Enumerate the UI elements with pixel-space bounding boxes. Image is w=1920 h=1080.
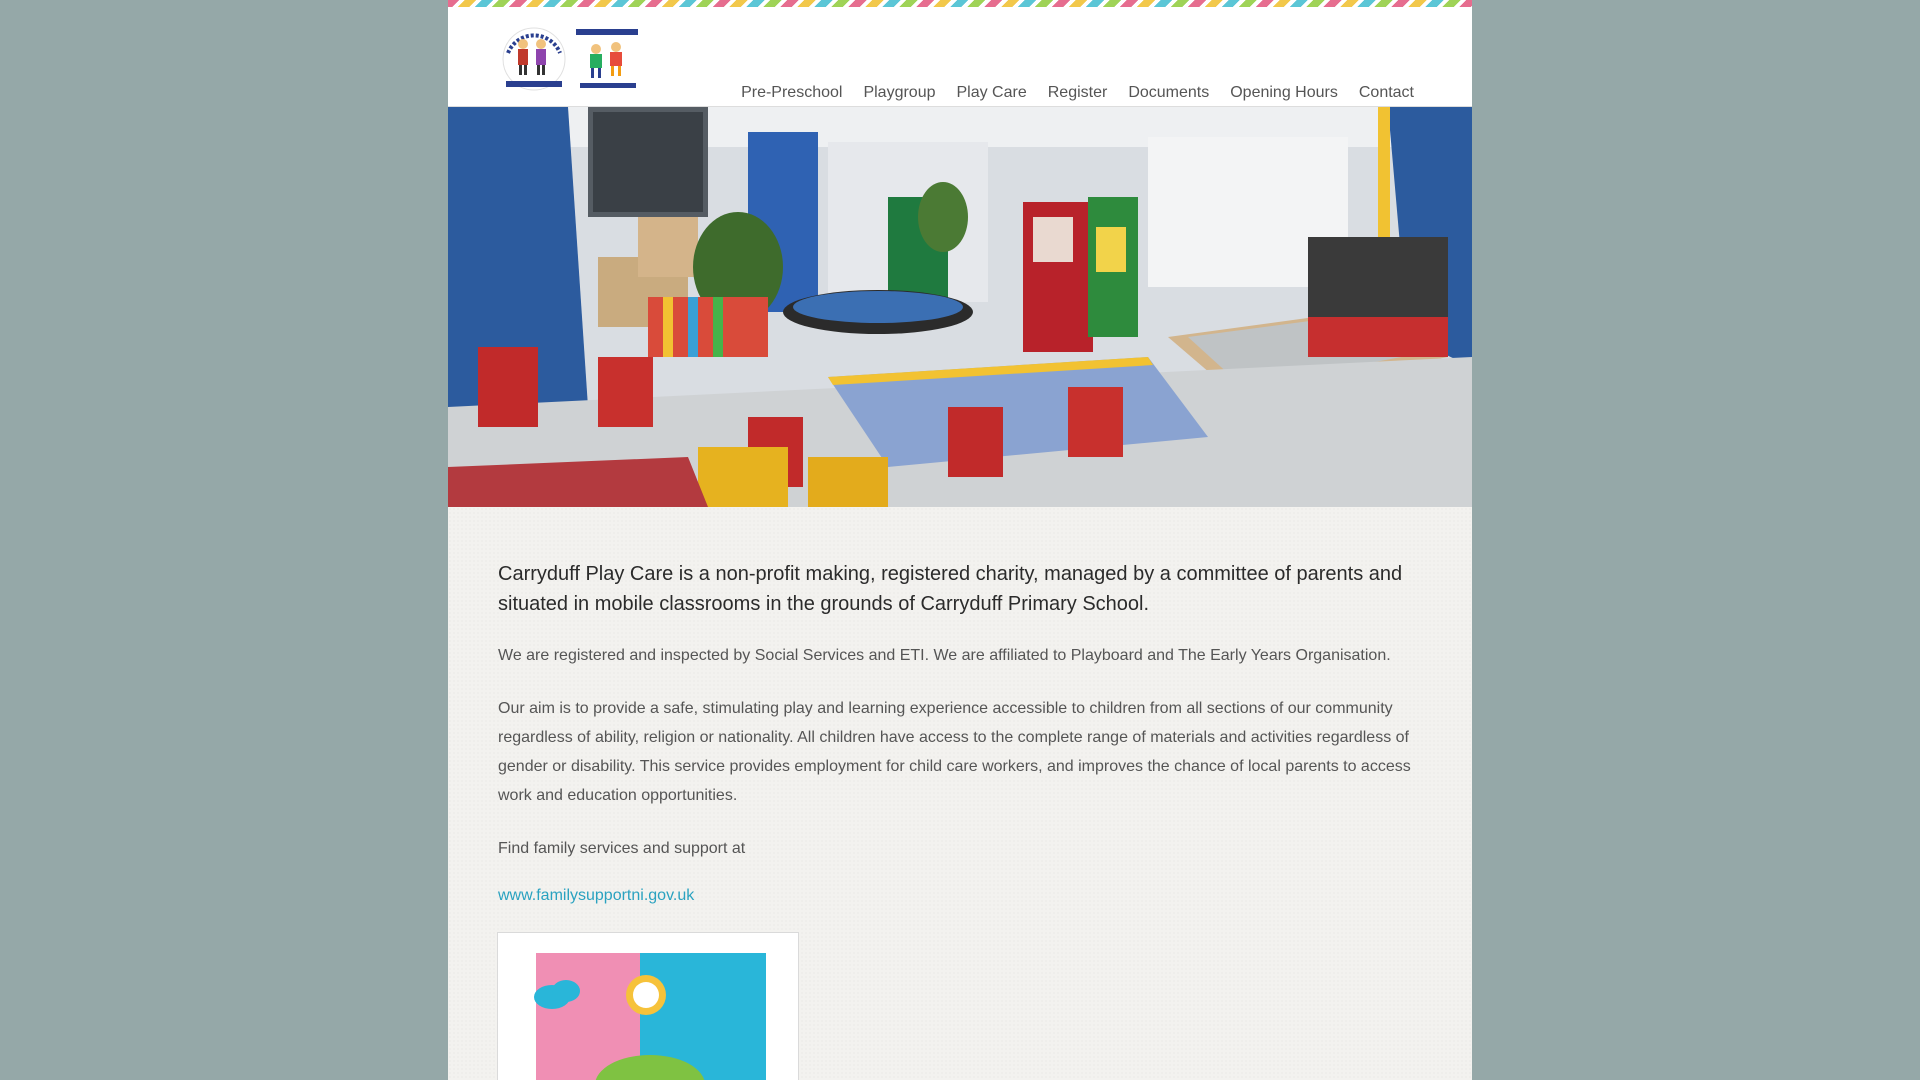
hero-image [448,107,1472,507]
daily-mile-badge[interactable] [498,933,798,1080]
family-support-link[interactable]: www.familysupportni.gov.uk [498,887,695,904]
intro-lead-text: Carryduff Play Care is a non-profit making, registered charity, managed by a committee of parents and situated in mobile classrooms in the grounds of Carryduff Primary School. [498,563,1403,615]
nav-opening-hours[interactable]: Opening Hours [1230,84,1338,101]
nav-play-care[interactable]: Play Care [956,84,1027,101]
family-services-text: Find family services and support at [498,840,746,857]
registration-paragraph: We are registered and inspected by Social Services and ETI. We are affiliated to Playboard and The Early Years Organisation. [498,647,1391,664]
nav-pre-preschool[interactable]: Pre-Preschool [741,84,843,101]
nav-contact[interactable]: Contact [1358,84,1414,101]
main-content [448,507,1472,1080]
main-nav [741,84,1414,102]
page-container [448,0,1472,1080]
nav-documents[interactable]: Documents [1128,84,1210,101]
decorative-stripe [448,0,1472,7]
site-logo[interactable] [500,23,642,95]
nav-playgroup[interactable]: Playgroup [863,84,936,101]
aim-paragraph: Our aim is to provide a safe, stimulating play and learning experience accessible to children from all sections of our community regardless of ability, religion or nationality. All children have access to the complete range of materials and activities regardless of gender or disability. This service provides employment for child care workers, and improves the chance of local parents to access work and education opportunities. [498,700,1411,804]
site-header [448,7,1472,107]
nav-register[interactable]: Register [1047,84,1108,101]
